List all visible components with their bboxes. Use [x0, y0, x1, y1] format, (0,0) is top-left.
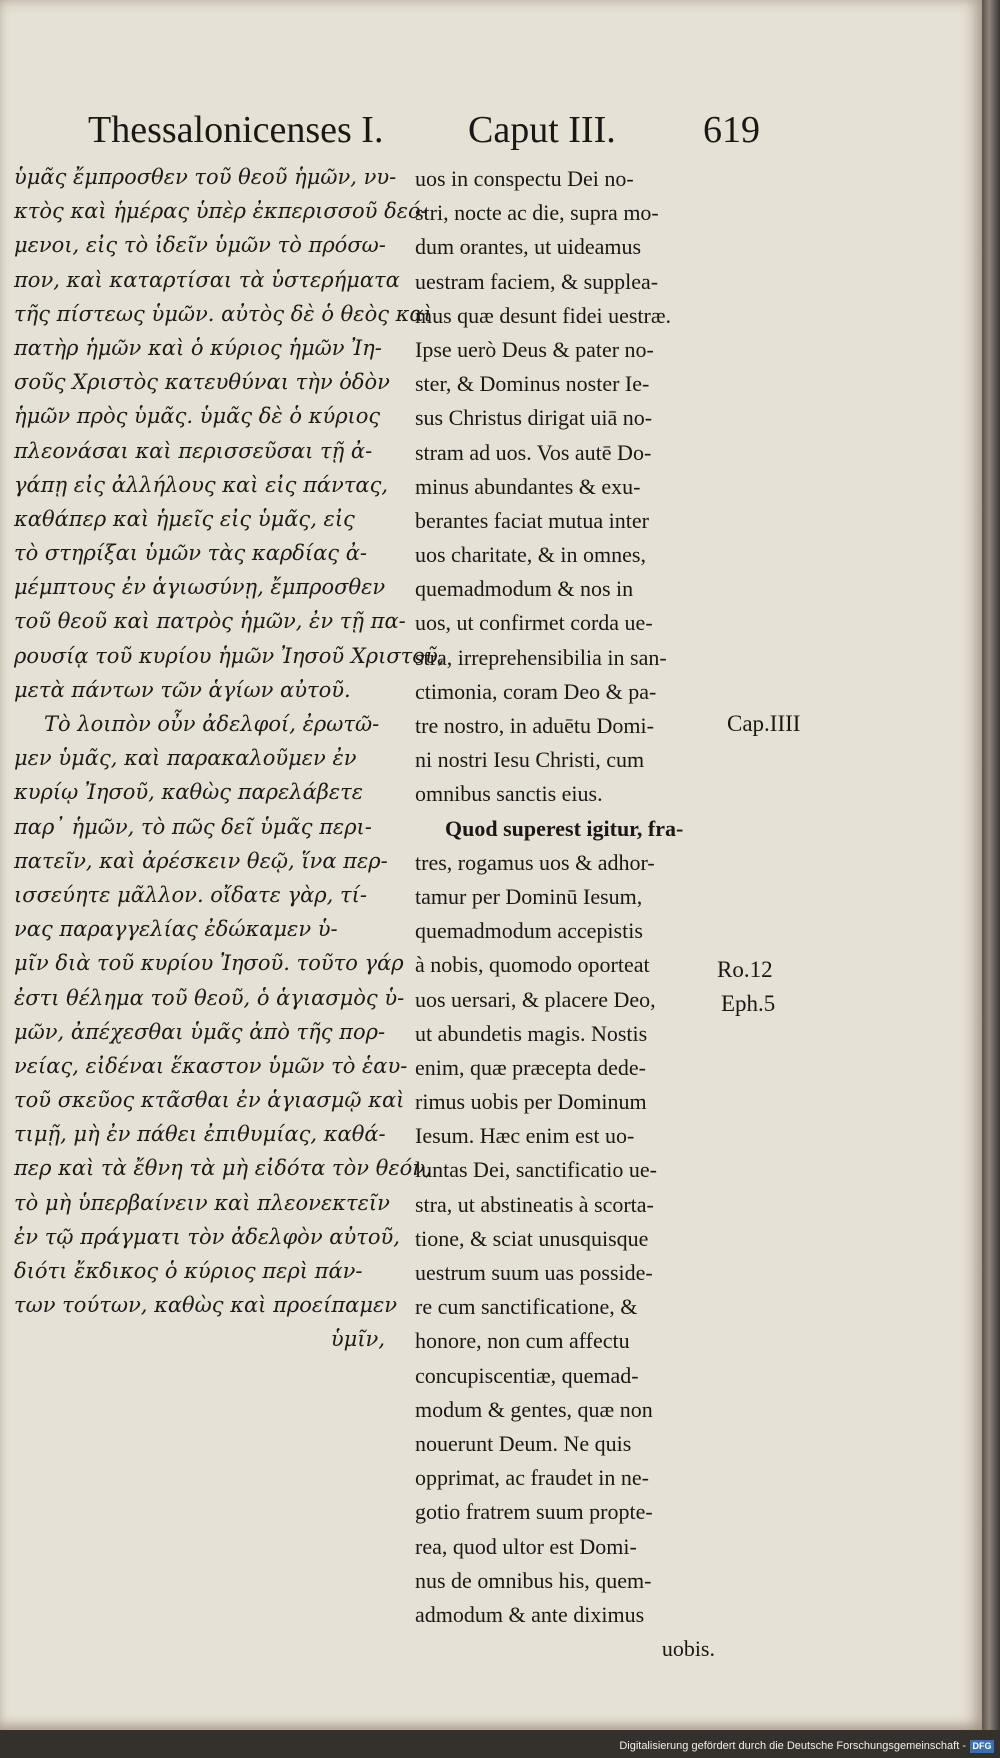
latin-text-line: uos, ut confirmet corda ue-	[415, 610, 653, 636]
greek-text-line: κυρίῳ Ἰησοῦ, καθὼς παρελάβετε	[14, 780, 364, 805]
greek-text-line: τὸ στηρίξαι ὑμῶν τὰς καρδίας ἀ-	[14, 541, 367, 566]
margin-chapter-note: Cap.IIII	[727, 711, 801, 736]
greek-text-line: καθάπερ καὶ ἡμεῖς εἰς ὑμᾶς, εἰς	[14, 506, 355, 531]
latin-text-line: ut abundetis magis. Nostis	[415, 1020, 648, 1046]
margin-reference-romans: Ro.12	[717, 957, 773, 982]
greek-text-line: ἐστι θέλημα τοῦ θεοῦ, ὁ ἁγιασμὸς ὑ-	[14, 985, 405, 1010]
latin-text-line: luntas Dei, sanctificatio ue-	[415, 1157, 657, 1183]
greek-text-line: ὑμῖν,	[330, 1327, 385, 1352]
latin-text-line: Ipse uerò Deus & pater no-	[415, 336, 654, 362]
latin-text-line: uobis.	[661, 1636, 715, 1662]
greek-text-line: μέμπτους ἐν ἁγιωσύνῃ, ἔμπροσθεν	[14, 575, 386, 600]
greek-text-line: ρουσίᾳ τοῦ κυρίου ἡμῶν Ἰησοῦ Χριστοῦ,	[14, 643, 445, 668]
latin-text-line: modum & gentes, quæ non	[415, 1396, 653, 1422]
greek-text-column	[14, 160, 445, 1357]
greek-text-line: πατεῖν, καὶ ἀρέσκειν θεῷ, ἵνα περ-	[14, 848, 388, 873]
footer-bar	[0, 1730, 1000, 1758]
running-title: Thessalonicenses I.	[88, 109, 384, 151]
latin-text-line: quemadmodum & nos in	[415, 576, 634, 602]
latin-text-line: opprimat, ac fraudet in ne-	[415, 1465, 649, 1491]
latin-text-line: ni nostri Iesu Christi, cum	[415, 747, 645, 773]
latin-text-line: uos charitate, & in omnes,	[415, 542, 646, 568]
latin-text-line: tres, rogamus uos & adhor-	[415, 849, 655, 875]
greek-text-line: τοῦ σκεῦος κτᾶσθαι ἐν ἁγιασμῷ καὶ	[14, 1088, 405, 1113]
latin-text-line: concupiscentiæ, quemad-	[415, 1362, 639, 1388]
running-header	[88, 108, 760, 158]
greek-text-line: μετὰ πάντων τῶν ἁγίων αὐτοῦ.	[14, 677, 351, 702]
greek-text-line: ἐν τῷ πράγματι τὸν ἀδελφὸν αὐτοῦ,	[14, 1224, 400, 1249]
greek-text-line: τῆς πίστεως ὑμῶν. αὐτὸς δὲ ὁ θεὸς καὶ	[14, 301, 432, 326]
latin-text-line: nus de omnibus his, quem-	[415, 1567, 652, 1593]
latin-text-line: Iesum. Hæc enim est uo-	[415, 1123, 635, 1149]
latin-text-line: stra, irreprehensibilia in san-	[415, 644, 667, 670]
latin-text-line: nouerunt Deum. Ne quis	[415, 1430, 632, 1456]
latin-text-line: mus quæ desunt fidei uestræ.	[415, 302, 672, 328]
greek-text-line: νας παραγγελίας ἐδώκαμεν ὑ-	[14, 917, 338, 942]
latin-text-line: admodum & ante diximus	[415, 1601, 645, 1627]
greek-text-line: γάπῃ εἰς ἀλλήλους καὶ εἰς πάντας,	[14, 472, 389, 497]
greek-text-line: τιμῇ, μὴ ἐν πάθει ἐπιθυμίας, καθά-	[14, 1122, 386, 1147]
greek-text-line: μεν ὑμᾶς, καὶ παρακαλοῦμεν ἐν	[14, 746, 357, 771]
greek-text-line: πλεονάσαι καὶ περισσεῦσαι τῇ ἀ-	[14, 438, 373, 463]
latin-text-line: Quod superest igitur, fra-	[445, 815, 684, 841]
latin-text-line: sus Christus dirigat uiā no-	[415, 405, 653, 431]
latin-text-line: minus abundantes & exu-	[415, 473, 641, 499]
latin-text-line: à nobis, quomodo oporteat	[415, 952, 650, 978]
greek-text-line: ισσεύητε μᾶλλον. οἴδατε γὰρ, τί-	[14, 882, 367, 907]
latin-text-line: quemadmodum accepistis	[415, 918, 643, 944]
latin-text-line: stra, ut abstineatis à scorta-	[415, 1191, 654, 1217]
greek-text-line: κτὸς καὶ ἡμέρας ὑπὲρ ἐκπερισσοῦ δεό-	[14, 199, 428, 224]
greek-text-line: πατὴρ ἡμῶν καὶ ὁ κύριος ἡμῶν Ἰη-	[14, 335, 382, 360]
latin-text-line: uos uersari, & placere Deo,	[415, 986, 656, 1012]
latin-text-line: dum orantes, ut uideamus	[415, 234, 642, 260]
chapter-heading: Caput III.	[468, 109, 616, 151]
greek-text-line: ὑμᾶς ἔμπροσθεν τοῦ θεοῦ ἡμῶν, νυ-	[14, 165, 397, 189]
page-fore-edge	[982, 0, 1000, 1730]
greek-text-line: τοῦ θεοῦ καὶ πατρὸς ἡμῶν, ἐν τῇ πα-	[14, 609, 406, 634]
page-number: 619	[703, 109, 760, 151]
greek-text-line: πον, καὶ καταρτίσαι τὰ ὑστερήματα	[14, 267, 400, 292]
margin-reference-ephesians: Eph.5	[721, 991, 776, 1016]
latin-text-line: re cum sanctificatione, &	[415, 1294, 638, 1320]
latin-text-line: stri, nocte ac die, supra mo-	[415, 200, 659, 226]
latin-text-line: tre nostro, in aduētu Domi-	[415, 713, 654, 738]
latin-text-line: gotio fratrem suum propte-	[415, 1499, 653, 1525]
latin-text-line: honore, non cum affectu	[415, 1328, 630, 1354]
greek-text-line: Τὸ λοιπὸν οὖν ἀδελφοί, ἐρωτῶ-	[44, 712, 380, 736]
digitization-credit: Digitalisierung gefördert durch die Deutsche Forschungsgemeinschaft -	[619, 1740, 966, 1752]
greek-text-line: μενοι, εἰς τὸ ἰδεῖν ὑμῶν τὸ πρόσω-	[14, 233, 386, 258]
latin-text-line: uestram faciem, & supplea-	[415, 268, 659, 294]
latin-text-line: stram ad uos. Vos autē Do-	[415, 439, 652, 465]
latin-text-line: omnibus sanctis eius.	[415, 781, 603, 807]
greek-text-line: ἡμῶν πρὸς ὑμᾶς. ὑμᾶς δὲ ὁ κύριος	[14, 404, 381, 429]
latin-text-line: enim, quæ præcepta dede-	[415, 1054, 646, 1080]
greek-text-line: παρ᾽ ἡμῶν, τὸ πῶς δεῖ ὑμᾶς περι-	[14, 814, 372, 839]
greek-text-line: των τούτων, καθὼς καὶ προείπαμεν	[14, 1293, 398, 1318]
greek-text-line: σοῦς Χριστὸς κατευθύναι τὴν ὁδὸν	[14, 370, 390, 395]
greek-text-line: μῶν, ἀπέχεσθαι ὑμᾶς ἀπὸ τῆς πορ-	[14, 1019, 386, 1044]
latin-text-line: tione, & sciat unusquisque	[415, 1225, 649, 1251]
dfg-logo: DFG	[970, 1740, 994, 1753]
latin-text-line: uos in conspectu Dei no-	[415, 166, 634, 191]
greek-text-line: νείας, εἰδέναι ἕκαστον ὑμῶν τὸ ἑαυ-	[14, 1053, 408, 1078]
greek-text-line: μῖν διὰ τοῦ κυρίου Ἰησοῦ. τοῦτο γάρ	[14, 951, 404, 976]
latin-text-line: ster, & Dominus noster Ie-	[415, 371, 650, 397]
greek-text-line: περ καὶ τὰ ἔθνη τὰ μὴ εἰδότα τὸν θεόν,	[14, 1156, 432, 1181]
greek-text-line: τὸ μὴ ὑπερβαίνειν καὶ πλεονεκτεῖν	[14, 1190, 390, 1215]
latin-text-line: berantes faciat mutua inter	[415, 507, 649, 533]
latin-text-column	[415, 162, 715, 1666]
latin-text-line: tamur per Dominū Iesum,	[415, 883, 643, 909]
latin-text-line: rea, quod ultor est Domi-	[415, 1533, 637, 1559]
greek-text-line: διότι ἔκδικος ὁ κύριος περὶ πάν-	[14, 1259, 363, 1283]
latin-text-line: ctimonia, coram Deo & pa-	[415, 678, 657, 704]
latin-text-line: uestrum suum uas posside-	[415, 1260, 653, 1285]
latin-text-line: rimus uobis per Dominum	[415, 1089, 647, 1115]
